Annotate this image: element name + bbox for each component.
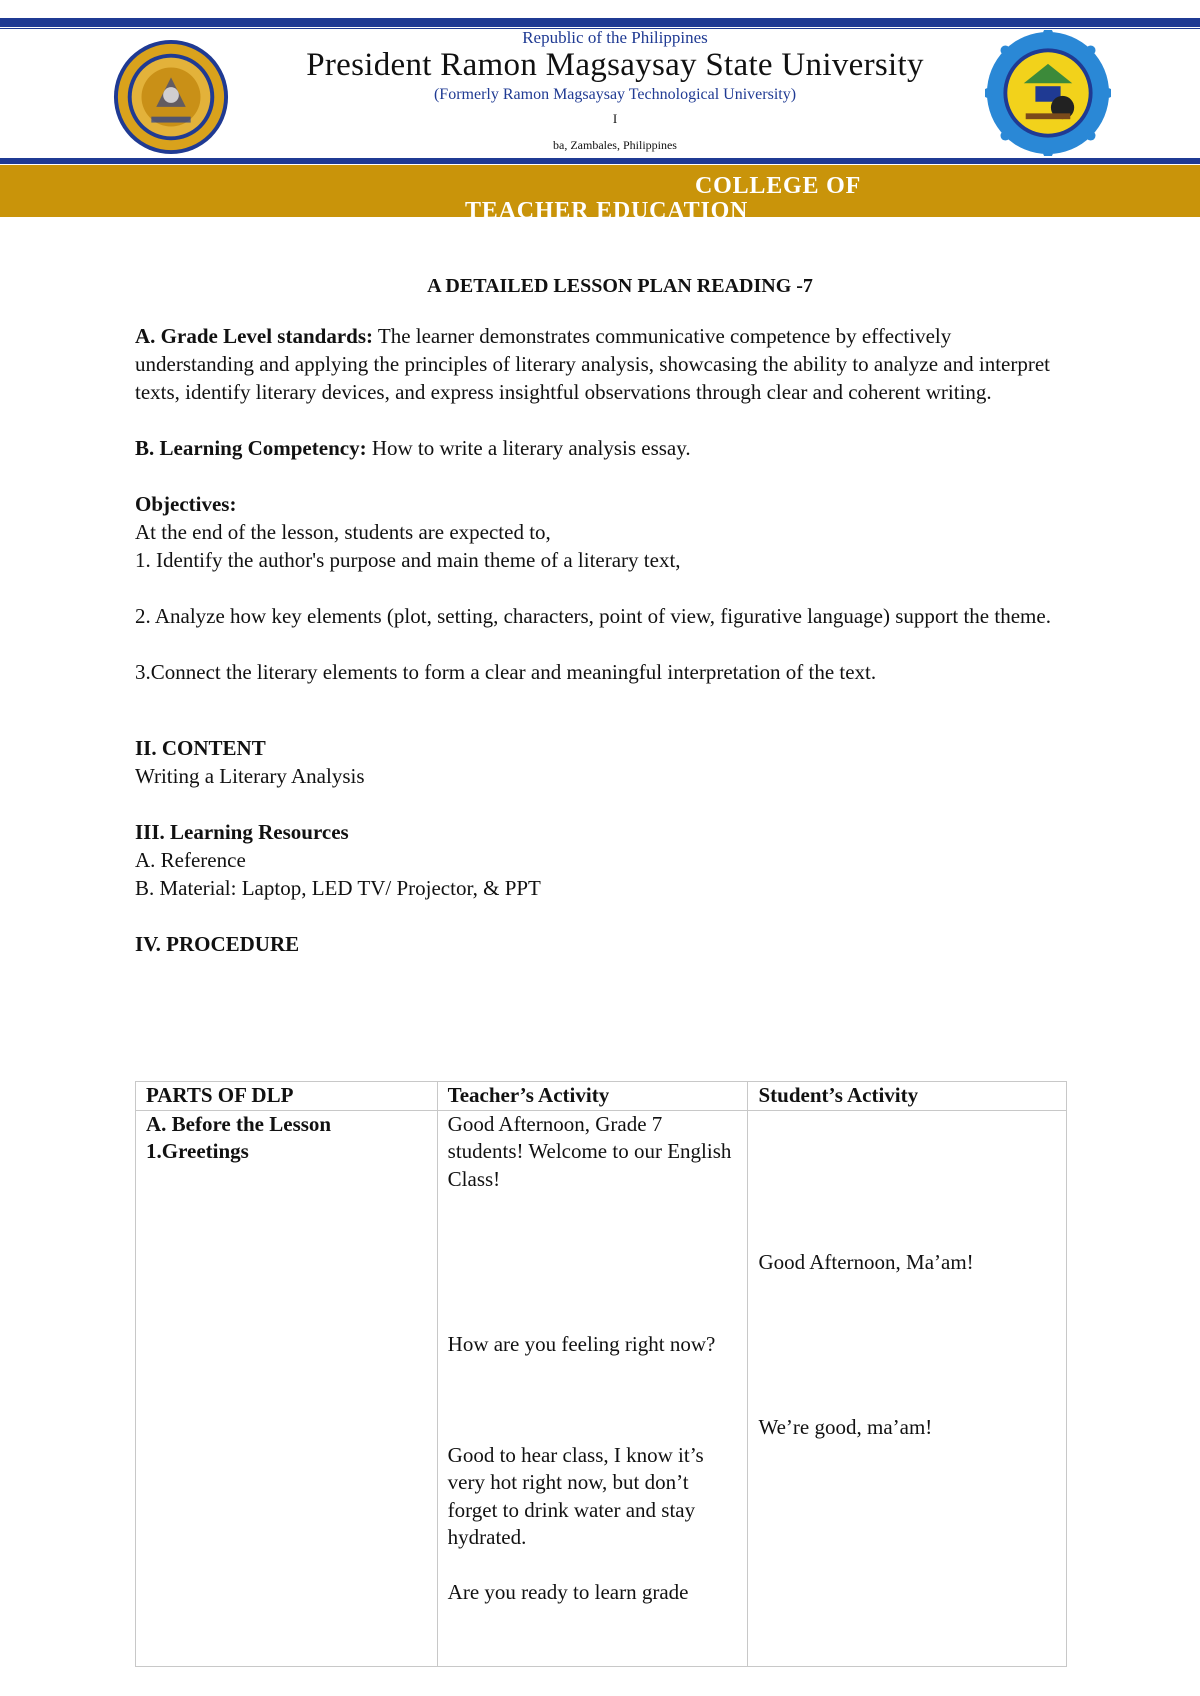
competency-text: How to write a literary analysis essay. (366, 436, 691, 460)
parts-cell (136, 1110, 438, 1666)
competency-label: B. Learning Competency: (135, 436, 367, 460)
college-line-2: TEACHER EDUCATION (465, 198, 749, 217)
student-line-1: Good Afternoon, Ma’am! (758, 1249, 974, 1274)
table-header-row (136, 1082, 1067, 1111)
grade-level-label: A. Grade Level standards: (135, 324, 373, 348)
student-cell (748, 1110, 1067, 1666)
objective-2: 2. Analyze how key elements (plot, setting, characters, point of view, figurative language) support the theme. (135, 604, 1051, 628)
document-body (135, 272, 1075, 958)
header-student-activity: Student’s Activity (748, 1082, 1067, 1111)
learning-competency (135, 434, 1075, 462)
teacher-line-3: Good to hear class, I know it’s very hot right now, but don’t forget to drink water and stay hydrated. (447, 1442, 704, 1549)
college-seal-logo (985, 30, 1111, 156)
grade-level-standards (135, 322, 1075, 406)
republic-label: Republic of the Philippines (522, 28, 708, 47)
university-name: President Ramon Magsaysay State University (306, 47, 924, 83)
resources-heading: III. Learning Resources (135, 820, 349, 844)
university-seal-logo (112, 38, 230, 156)
header-top-rule (0, 18, 1200, 27)
header-bottom-rule (0, 158, 1200, 164)
resource-reference: A. Reference (135, 848, 246, 872)
header-letter: I (612, 111, 618, 126)
table-row (136, 1110, 1067, 1666)
objectives-heading: Objectives: (135, 492, 237, 516)
objective-3: 3.Connect the literary elements to form a clear and meaningful interpretation of the text. (135, 660, 877, 684)
resource-material: B. Material: Laptop, LED TV/ Projector, & PPT (135, 876, 541, 900)
procedure-table (135, 1081, 1067, 1667)
part-before-lesson: A. Before the Lesson (146, 1111, 332, 1136)
procedure-heading: IV. PROCEDURE (135, 932, 300, 956)
college-banner (0, 165, 1200, 217)
grade-level-text: The learner demonstrates communicative competence by effectively understanding and applying the principles of literary analysis, showcasing the ability to analyze and interpret texts, identify literary devices, and express insightful observations through clear and coherent writing. (135, 324, 1050, 404)
content-text: Writing a Literary Analysis (135, 764, 365, 788)
teacher-line-4: Are you ready to learn grade (447, 1579, 689, 1604)
header-parts-of-dlp: PARTS OF DLP (136, 1082, 438, 1111)
teacher-line-1: Good Afternoon, Grade 7 students! Welcome to our English Class! (447, 1111, 732, 1191)
header-teacher-activity: Teacher’s Activity (437, 1082, 748, 1111)
objectives-intro: At the end of the lesson, students are expected to, (135, 520, 551, 544)
student-line-2: We’re good, ma’am! (758, 1415, 933, 1439)
objective-1: 1. Identify the author's purpose and main theme of a literary text, (135, 548, 681, 572)
content-heading: II. CONTENT (135, 736, 266, 760)
document-title: A DETAILED LESSON PLAN READING -7 (427, 275, 813, 297)
formerly-label: (Formerly Ramon Magsaysay Technological University) (433, 86, 797, 103)
part-greetings: 1.Greetings (146, 1139, 249, 1163)
address-label: ba, Zambales, Philippines (553, 138, 677, 152)
teacher-cell (437, 1110, 748, 1666)
spacer (135, 686, 1075, 734)
college-line-1: COLLEGE OF (695, 173, 862, 199)
header-text-block (270, 28, 960, 154)
teacher-line-2: How are you feeling right now? (447, 1332, 716, 1356)
